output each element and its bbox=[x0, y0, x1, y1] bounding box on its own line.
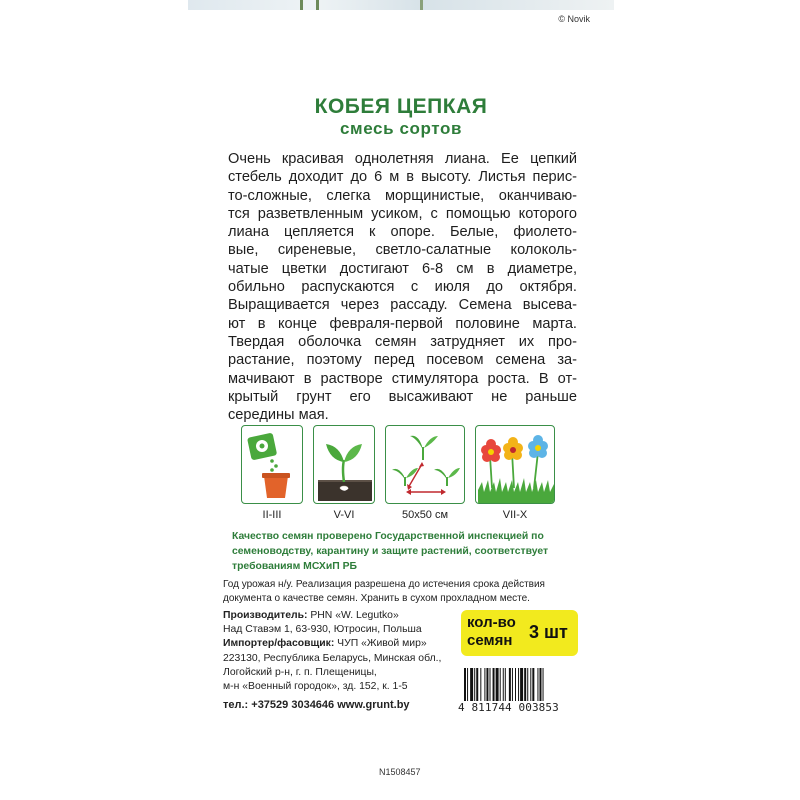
copyright-text: © Novik bbox=[558, 14, 590, 24]
article-code: N1508457 bbox=[379, 767, 421, 777]
flowers-icon bbox=[475, 425, 555, 504]
description-line: мачивают в растворе стимулятора роста. В от- bbox=[228, 370, 577, 387]
icon-label: V-VI bbox=[333, 509, 355, 521]
description-line: чатые цветки достигают 6-8 см в диаметре, bbox=[228, 260, 577, 277]
description-line: обильно распускаются с июля до октября. bbox=[228, 279, 577, 296]
quantity-value: 3 шт bbox=[529, 622, 568, 642]
description-line: растание, поэтому перед посевом семена за- bbox=[228, 352, 577, 369]
quality-notice bbox=[232, 529, 577, 574]
product-subtitle: смесь сортов bbox=[339, 119, 463, 138]
seedling-soil-icon bbox=[313, 425, 375, 504]
icon-label: II-III bbox=[262, 509, 282, 521]
quality-line: Качество семян проверено Государственной инспекцией по bbox=[232, 531, 544, 542]
storage-notice bbox=[223, 578, 583, 605]
description-line: ют в конце февраля-первой половине марта. bbox=[228, 315, 577, 332]
description-line: тся разветвленным усиком, с помощью которого bbox=[228, 205, 577, 222]
description-line: Очень красивая однолетняя лиана. Ее цепкий bbox=[228, 151, 577, 167]
quantity-label-2: семян bbox=[467, 632, 513, 649]
growing-icons bbox=[241, 425, 561, 525]
product-title: КОБЕЯ ЦЕПКАЯ bbox=[314, 95, 488, 118]
importer-name: ЧУП «Живой мир» bbox=[334, 638, 427, 650]
icon-label: 50x50 см bbox=[401, 509, 449, 521]
quantity-badge bbox=[461, 610, 578, 656]
producer-name: PHN «W. Legutko» bbox=[307, 610, 399, 621]
contact-line: тел.: +37529 3034646 www.grunt.by bbox=[223, 699, 410, 711]
storage-line: Год урожая н/у. Реализация разрешена до истечения срока действия bbox=[223, 579, 545, 590]
spacing-icon bbox=[385, 425, 465, 504]
importer-address: м-н «Военный городок», зд. 152, к. 1-5 bbox=[223, 681, 408, 693]
description-line: Выращивается через рассаду. Семена высева- bbox=[228, 297, 577, 314]
top-image-strip bbox=[188, 0, 614, 10]
manufacturer-info bbox=[223, 609, 473, 694]
producer-label: Производитель: bbox=[223, 610, 308, 621]
description-line: то-сложные, слегка морщинистые, оканчиваю- bbox=[228, 187, 577, 204]
pot-sowing-icon bbox=[241, 425, 303, 504]
quantity-label-1: кол-во bbox=[467, 614, 516, 631]
importer-address: Логойский р-н, г. п. Плещеницы, bbox=[223, 666, 377, 678]
description-line: Твердая оболочка семян затрудняет их про- bbox=[228, 333, 577, 350]
description-line: стебель доходит до 6 м в высоту. Листья перис- bbox=[228, 169, 577, 186]
description bbox=[228, 150, 577, 424]
quality-line: требованиям МСХиП РБ bbox=[232, 561, 358, 572]
description-line: середины мая. bbox=[228, 407, 329, 424]
description-line: вые, сиреневые, светло-салатные колоколь- bbox=[228, 242, 577, 259]
storage-line: документа о качестве семян. Хранить в сухом прохладном месте. bbox=[223, 592, 530, 604]
icon-label: VII-X bbox=[502, 509, 528, 521]
producer-address: Над Ставэм 1, 63-930, Ютросин, Польша bbox=[223, 624, 422, 636]
importer-label: Импортер/фасовщик: bbox=[223, 638, 335, 650]
quality-line: семеноводству, карантину и защите растений, соответствует bbox=[232, 546, 549, 557]
description-line: лиана цепляется к опоре. Белые, фиолето- bbox=[228, 224, 577, 241]
barcode-number: 4 811744 003853 bbox=[458, 701, 580, 714]
importer-address: 223130, Республика Беларусь, Минская обл., bbox=[223, 652, 442, 664]
description-line: крытый грунт его высаживают не раньше bbox=[228, 388, 577, 405]
